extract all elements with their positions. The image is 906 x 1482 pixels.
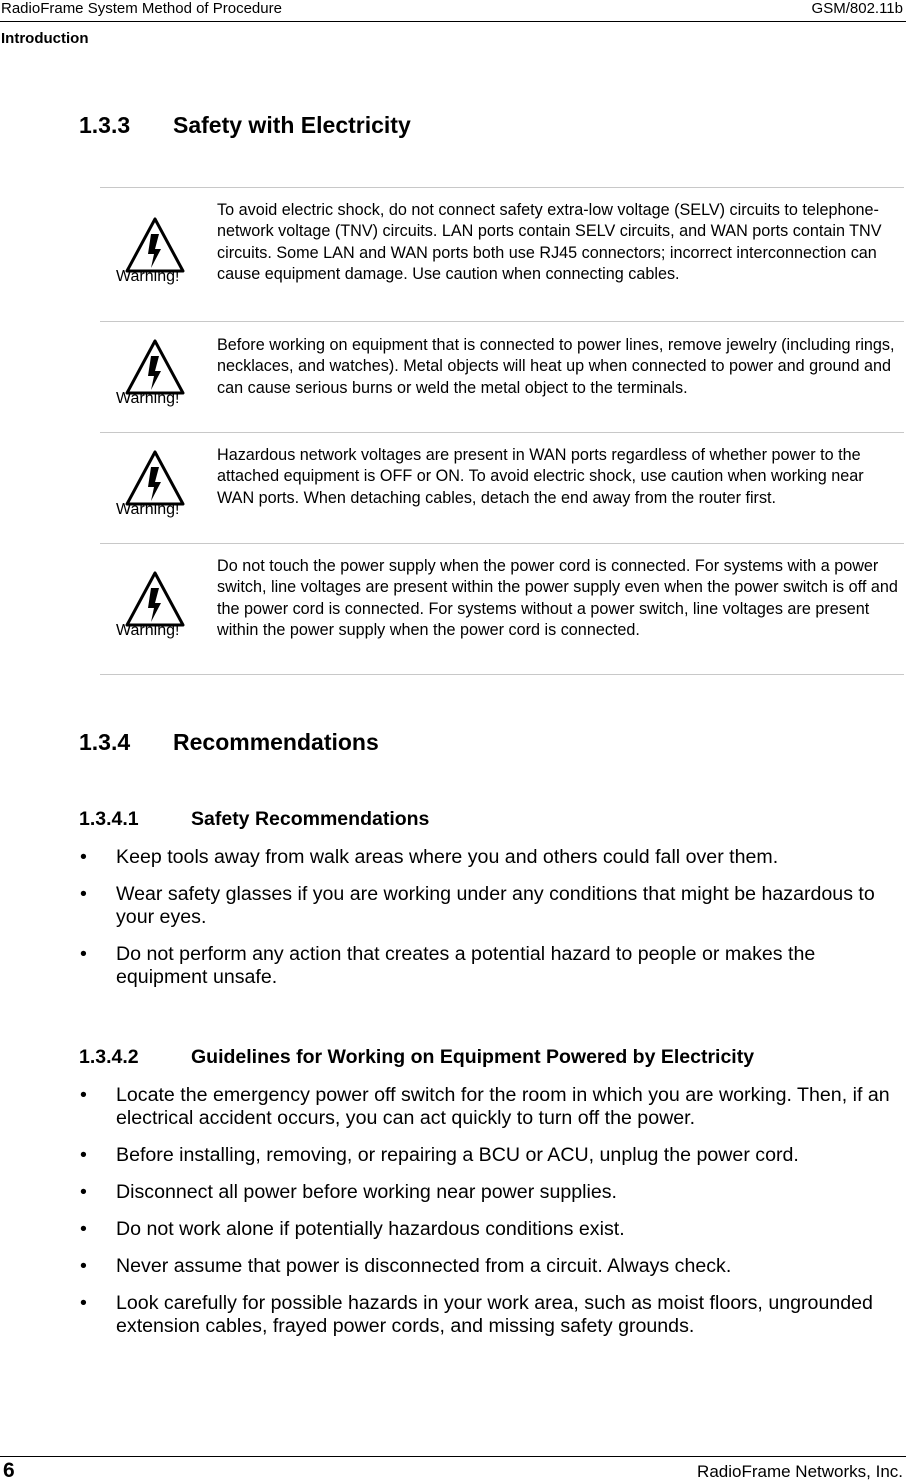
heading-title: Guidelines for Working on Equipment Powered by Electricity: [191, 1046, 755, 1068]
bullet: •: [80, 1181, 87, 1203]
bullet: •: [80, 1144, 87, 1166]
document-code: GSM/802.11b: [811, 0, 903, 17]
heading-recommendations: [79, 728, 379, 756]
list-item-text: Wear safety glasses if you are working under any conditions that might be hazardous to your eyes.: [116, 883, 875, 928]
warning-row: [100, 321, 904, 432]
warning-table: [100, 187, 904, 675]
warning-text: To avoid electric shock, do not connect safety extra-low voltage (SELV) circuits to telephone-network voltage (TNV) circuits. LAN ports contain SELV circuits, and WAN ports contain TNV circuits. Some LAN and WAN ports both use RJ45 connectors; incorrect interconnection can cause equipment damage. Use caution when connecting cables.: [217, 201, 882, 283]
lightning-warning-icon: [124, 570, 186, 628]
warning-icon-cell: [100, 449, 210, 519]
list-item: [79, 943, 905, 989]
list-item: [79, 1144, 905, 1167]
list-item: [79, 1181, 905, 1204]
heading-title: Safety Recommendations: [191, 808, 430, 830]
warning-icon-cell: [100, 216, 210, 286]
list-item-text: Before installing, removing, or repairing a BCU or ACU, unplug the power cord.: [116, 1144, 799, 1166]
warning-text: Do not touch the power supply when the power cord is connected. For systems with a power switch, line voltages are present within the power supply even when the power switch is off and the power cord is connected. For systems without a power switch, line voltages are present within the power supply when the power cord is connected.: [217, 557, 898, 639]
heading-title: Safety with Electricity: [173, 112, 411, 138]
bullet: •: [80, 1255, 87, 1277]
bullet: •: [80, 943, 87, 965]
list-item-text: Disconnect all power before working near power supplies.: [116, 1181, 617, 1203]
lightning-warning-icon: [124, 449, 186, 507]
list-item-text: Locate the emergency power off switch for the room in which you are working. Then, if an electrical accident occurs, you can act quickly to turn off the power.: [116, 1084, 890, 1129]
warning-row: [100, 187, 904, 321]
bullet: •: [80, 883, 87, 905]
warning-row: [100, 432, 904, 543]
lightning-warning-icon: [124, 216, 186, 274]
page-header: [0, 0, 906, 22]
document-title: RadioFrame System Method of Procedure: [1, 0, 282, 17]
list-item-text: Look carefully for possible hazards in your work area, such as moist floors, ungrounded extension cables, frayed power cords, and missing safety grounds.: [116, 1292, 873, 1337]
list-item-text: Keep tools away from walk areas where you and others could fall over them.: [116, 846, 779, 868]
list-item: [79, 1218, 905, 1241]
lightning-warning-icon: [124, 338, 186, 396]
company-name: RadioFrame Networks, Inc.: [697, 1462, 903, 1481]
heading-safety-with-electricity: [79, 111, 411, 139]
warning-label: Warning!: [116, 501, 180, 518]
list-item-text: Do not perform any action that creates a potential hazard to people or makes the equipment unsafe.: [116, 943, 816, 988]
chapter-label: Introduction: [1, 30, 89, 47]
bullet: •: [80, 1292, 87, 1314]
page-footer: [0, 1456, 906, 1482]
bullet: •: [80, 1218, 87, 1240]
warning-text: Before working on equipment that is connected to power lines, remove jewelry (including rings, necklaces, and watches). Metal objects will heat up when connected to power and ground and can cause serious burns or weld the metal object to the terminals.: [217, 336, 895, 397]
heading-guidelines-electricity: [79, 1045, 754, 1069]
list-item: [79, 1255, 905, 1278]
list-item-text: Do not work alone if potentially hazardous conditions exist.: [116, 1218, 625, 1240]
guidelines-list: [79, 1084, 905, 1352]
heading-number: 1.3.4: [79, 729, 131, 755]
heading-number: 1.3.3: [79, 112, 131, 138]
list-item: [79, 846, 905, 869]
heading-title: Recommendations: [173, 729, 379, 755]
safety-recommendations-list: [79, 846, 905, 1003]
warning-icon-cell: [100, 338, 210, 408]
list-item: [79, 1084, 905, 1130]
page-number: 6: [3, 1459, 15, 1482]
list-item-text: Never assume that power is disconnected from a circuit. Always check.: [116, 1255, 732, 1277]
bullet: •: [80, 846, 87, 868]
warning-icon-cell: [100, 570, 210, 640]
warning-text: Hazardous network voltages are present in WAN ports regardless of whether power to the attached equipment is OFF or ON. To avoid electric shock, use caution when working near WAN ports. When detaching cables, detach the end away from the router first.: [217, 446, 864, 507]
warning-label: Warning!: [116, 268, 180, 285]
bullet: •: [80, 1084, 87, 1106]
heading-safety-recommendations: [79, 807, 429, 831]
heading-number: 1.3.4.2: [79, 1046, 139, 1068]
heading-number: 1.3.4.1: [79, 808, 139, 830]
list-item: [79, 1292, 905, 1338]
warning-row: [100, 543, 904, 675]
list-item: [79, 883, 905, 929]
warning-label: Warning!: [116, 390, 180, 407]
warning-label: Warning!: [116, 622, 180, 639]
